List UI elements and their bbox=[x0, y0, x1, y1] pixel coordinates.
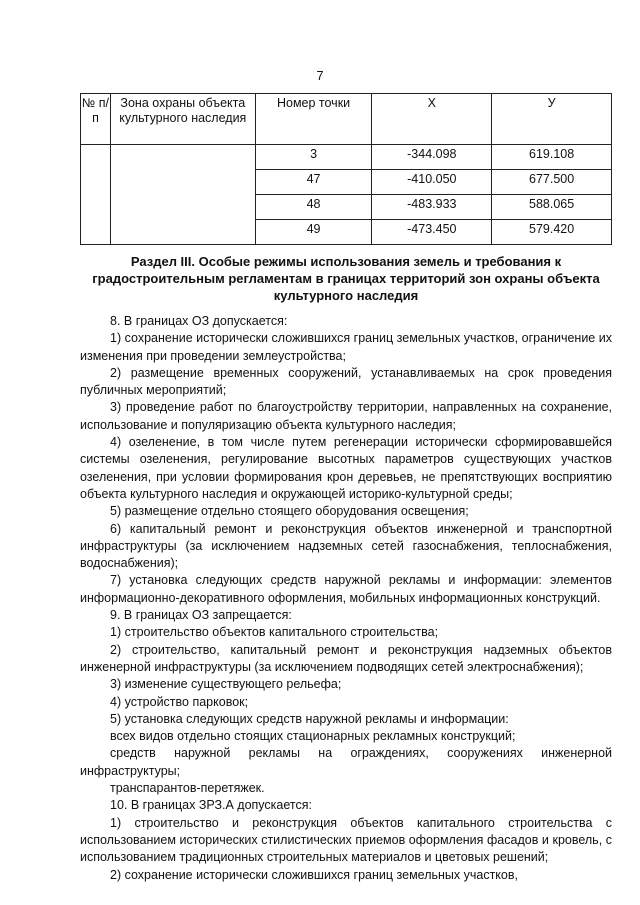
paragraph: 2) строительство, капитальный ремонт и реконструкция надземных объектов инженерной инфраструктуры (за исключением подводящих сетей электроснабжения); bbox=[80, 642, 612, 674]
coordinates-table bbox=[80, 93, 612, 245]
table-row bbox=[81, 145, 612, 170]
x-cell: -344.098 bbox=[372, 145, 492, 170]
paragraph: средств наружной рекламы на ограждениях, сооружениях инженерной инфраструктуры; bbox=[80, 746, 612, 778]
y-cell: 677.500 bbox=[492, 170, 612, 195]
page-number: 7 bbox=[316, 68, 324, 83]
header-y: У bbox=[492, 94, 612, 145]
table-header-row bbox=[81, 94, 612, 145]
paragraph: 4) озеленение, в том числе путем регенерации исторически сформировавшейся системы озеленения, регулирование высотных параметров существующих участков озеленения, при условии формирования крон деревьев, не препятствующих восприятию объекта культурного наследия и окружающей историко-культурной среды; bbox=[80, 435, 612, 501]
point-cell: 48 bbox=[255, 195, 372, 220]
y-cell: 619.108 bbox=[492, 145, 612, 170]
paragraph: 1) строительство объектов капитального строительства; bbox=[110, 625, 439, 640]
paragraph: 4) устройство парковок; bbox=[110, 694, 249, 709]
paragraph: 5) установка следующих средств наружной рекламы и информации: bbox=[110, 711, 509, 726]
x-cell: -483.933 bbox=[372, 195, 492, 220]
header-zone: Зона охраны объекта культурного наследия bbox=[110, 94, 255, 145]
paragraph: 3) изменение существующего рельефа; bbox=[110, 677, 342, 692]
header-number: № п/п bbox=[81, 94, 111, 145]
paragraph: всех видов отдельно стоящих стационарных рекламных конструкций; bbox=[110, 729, 516, 744]
x-cell: -473.450 bbox=[372, 220, 492, 245]
paragraph: 1) сохранение исторически сложившихся границ земельных участков, ограничение их изменения при проведении землеустройства; bbox=[80, 331, 612, 363]
paragraph: транспарантов-перетяжек. bbox=[110, 781, 265, 796]
paragraph: 9. В границах ОЗ запрещается: bbox=[110, 608, 292, 623]
point-cell: 47 bbox=[255, 170, 372, 195]
header-x: X bbox=[372, 94, 492, 145]
point-cell: 49 bbox=[255, 220, 372, 245]
paragraph: 7) установка следующих средств наружной рекламы и информации: элементов информационно-декоративного оформления, мобильных информационных конструкций. bbox=[80, 573, 612, 605]
zone-cell bbox=[110, 145, 255, 245]
paragraph: 6) капитальный ремонт и реконструкция объектов инженерной и транспортной инфраструктуры (за исключением надземных сетей газоснабжения, теплоснабжения, водоснабжения); bbox=[80, 521, 612, 571]
paragraph: 3) проведение работ по благоустройству территории, направленных на сохранение, использование и популяризацию объекта культурного наследия; bbox=[80, 400, 612, 432]
paragraph: 2) сохранение исторически сложившихся границ земельных участков, bbox=[110, 867, 518, 882]
section-heading: Раздел III. Особые режимы использования земель и требования к градостроительным регламентам в границах территорий зон охраны объекта культурного наследия bbox=[92, 254, 600, 303]
paragraph: 5) размещение отдельно стоящего оборудования освещения; bbox=[110, 504, 469, 519]
y-cell: 588.065 bbox=[492, 195, 612, 220]
x-cell: -410.050 bbox=[372, 170, 492, 195]
number-cell bbox=[81, 145, 111, 245]
point-cell: 3 bbox=[255, 145, 372, 170]
paragraph: 8. В границах ОЗ допускается: bbox=[110, 314, 288, 328]
paragraph: 2) размещение временных сооружений, устанавливаемых на срок проведения публичных мероприятий; bbox=[80, 365, 612, 398]
paragraph: 10. В границах ЗРЗ.А допускается: bbox=[110, 798, 312, 813]
header-point: Номер точки bbox=[255, 94, 372, 145]
document-body bbox=[80, 313, 612, 884]
y-cell: 579.420 bbox=[492, 220, 612, 245]
paragraph: 1) строительство и реконструкция объектов капитального строительства с использованием исторических стилистических приемов оформления фасадов и кровель, с использованием традиционных строительных материалов и цветовых решений; bbox=[80, 815, 612, 865]
